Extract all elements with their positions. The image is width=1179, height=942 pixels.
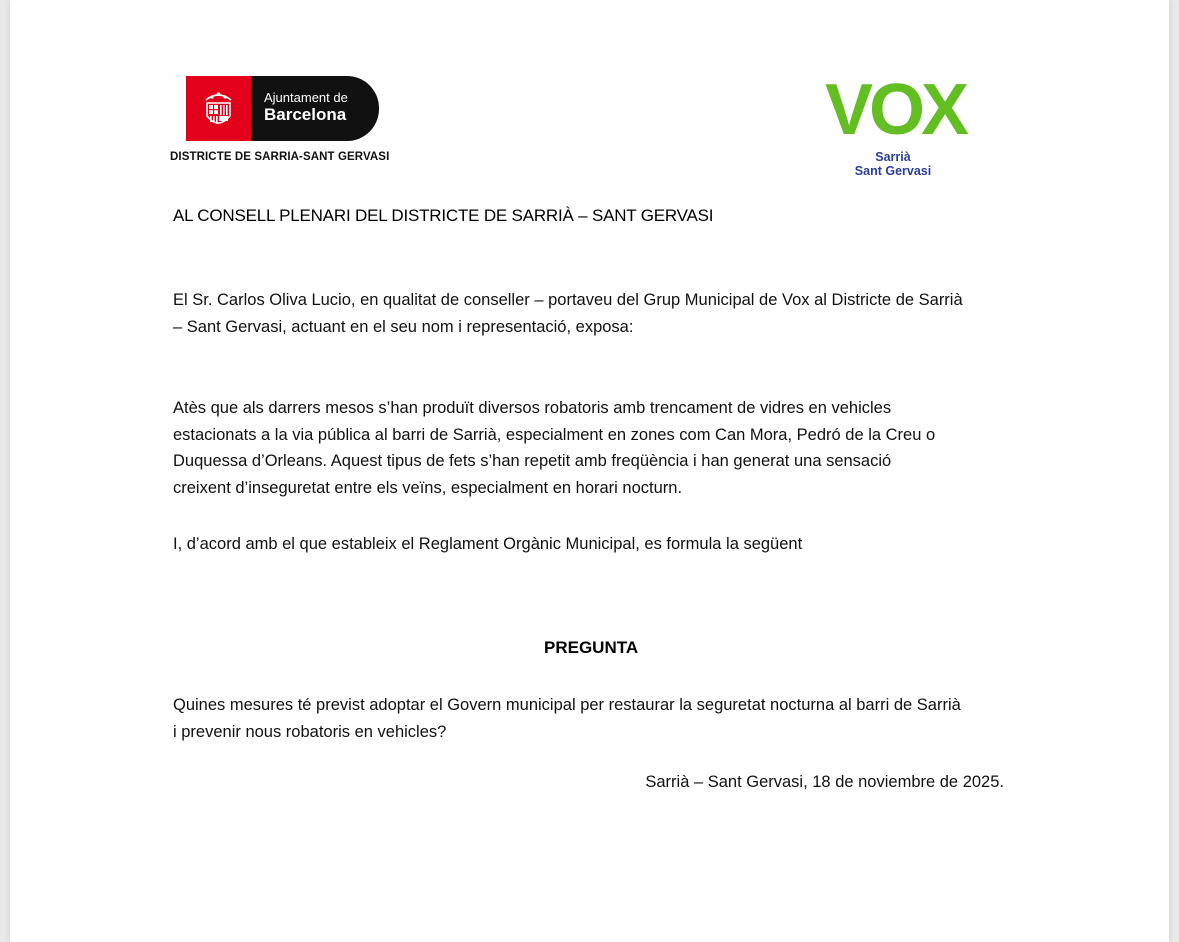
document-page bbox=[10, 0, 1169, 942]
barcelona-shield-block bbox=[186, 76, 251, 141]
pregunta-heading: PREGUNTA bbox=[544, 638, 639, 657]
body-paragraph bbox=[173, 395, 935, 501]
body-line-2: estacionats a la via pública al barri de Sarrià, especialment en zones com Can Mora, Pedró de la Creu o bbox=[173, 425, 936, 444]
vox-logo-subtitle bbox=[830, 150, 956, 178]
body-line-1: Atès que als darrers mesos s’han produït diversos robatoris amb trencament de vidres en vehicles bbox=[173, 399, 892, 417]
ajuntament-logo bbox=[186, 76, 379, 141]
vox-logo-word: VOX bbox=[825, 70, 966, 150]
ajuntament-line1: Ajuntament de bbox=[264, 90, 348, 105]
intro-line-2: – Sant Gervasi, actuant en el seu nom i representació, exposa: bbox=[173, 317, 634, 336]
intro-line-1: El Sr. Carlos Oliva Lucio, en qualitat de conseller – portaveu del Grup Municipal de Vox al Districte de Sarrià bbox=[173, 291, 963, 309]
reglament-paragraph: I, d’acord amb el que estableix el Reglament Orgànic Municipal, es formula la següent bbox=[173, 535, 803, 553]
body-line-3: Duquessa d’Orleans. Aquest tipus de fets s’han repetit amb freqüència i han generat una sensació bbox=[173, 452, 892, 470]
ajuntament-line2: Barcelona bbox=[264, 105, 347, 124]
vox-sub-line2: Sant Gervasi bbox=[854, 164, 932, 178]
question-line-1: Quines mesures té previst adoptar el Govern municipal per restaurar la seguretat nocturna al barri de Sarrià bbox=[173, 696, 961, 714]
question-line-2: i prevenir nous robatoris en vehicles? bbox=[173, 722, 447, 741]
barcelona-coat-of-arms-icon bbox=[186, 76, 251, 141]
intro-paragraph bbox=[173, 287, 963, 340]
question-paragraph bbox=[173, 692, 961, 745]
district-caption: DISTRICTE DE SARRIA-SANT GERVASI bbox=[170, 151, 390, 163]
document-title: AL CONSELL PLENARI DEL DISTRICTE DE SARRIÀ – SANT GERVASI bbox=[173, 206, 714, 225]
date-line: Sarrià – Sant Gervasi, 18 de noviembre de 2025. bbox=[645, 773, 1004, 791]
body-line-4: creixent d’inseguretat entre els veïns, especialment en horari nocturn. bbox=[173, 478, 683, 497]
vox-sub-line1: Sarrià bbox=[875, 150, 911, 164]
